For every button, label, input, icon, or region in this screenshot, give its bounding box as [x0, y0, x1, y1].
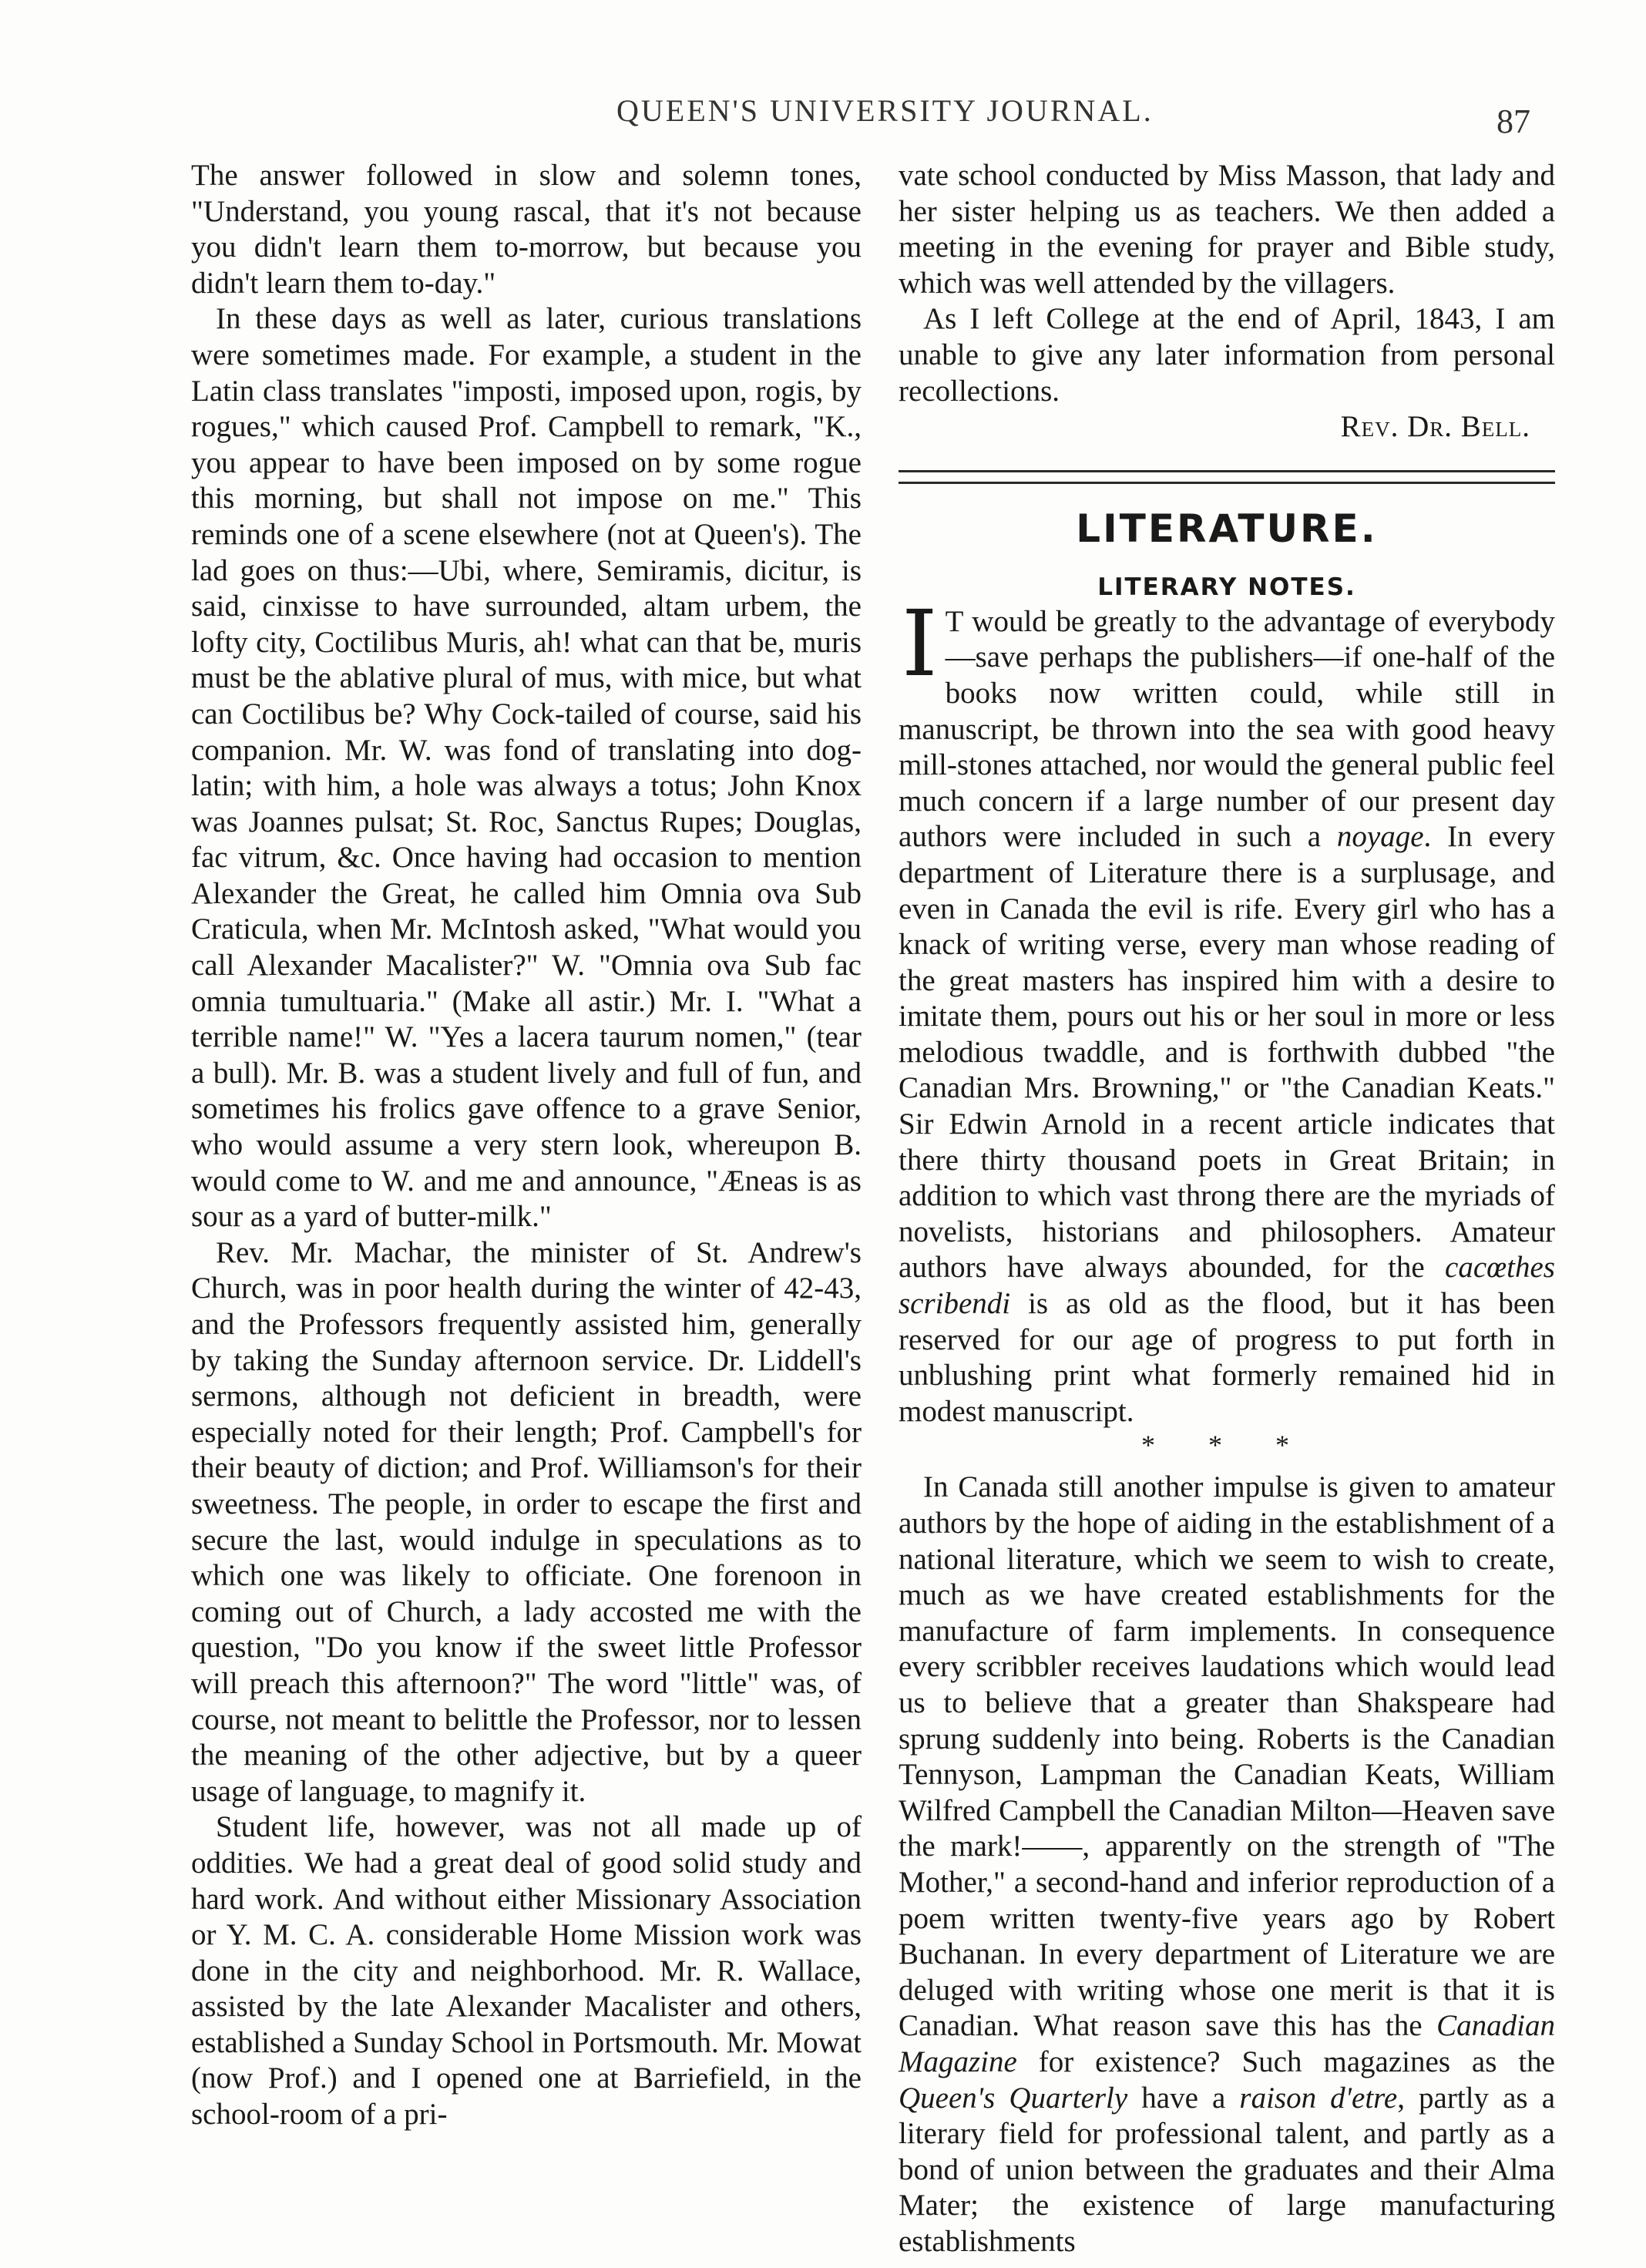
- right-column: [899, 158, 1555, 2260]
- left-column: [191, 158, 862, 2133]
- paragraph: vate school conducted by Miss Masson, that lady and her sister helping us as teachers. We then added a meeting in the evening for prayer and Bible study, which was well attended by the villagers.: [899, 159, 1555, 300]
- paragraph: In these days as well as later, curious translations were sometimes made. For example, a student in the Latin class translates "imposti, imposed upon, rogis, by rogues," which caused Prof. Campbell to remark, "K., you appear to have been imposed on by some rogue this morning, but shall not impose on me." This reminds one of a scene elsewhere (not at Queen's). The lad goes on thus:—Ubi, where, Semiramis, dicitur, is said, cinxisse to have surrounded, altam urbem, the lofty city, Coctilibus Muris, ah! what can that be, muris must be the ablative plural of mus, with mice, but what can Coctilibus be? Why Cock-tailed of course, said his companion. Mr. W. was fond of translating into dog-latin; with him, a hole was always a totus; John Knox was Joannes pulsat; St. Roc, Sanctus Rupes; Douglas, fac vitrum, &c. Once having had occasion to mention Alexander the Great, he called him Omnia ova Sub Craticula, when Mr. McIntosh asked, "What would you call Alexander Macalister?" W. "Omnia ova Sub fac omnia tumultuaria." (Make all astir.) Mr. I. "What a terrible name!" W. "Yes a lacera taurum nomen," (tear a bull). Mr. B. was a student lively and full of fun, and sometimes his frolics gave offence to a grave Senior, who would assume a very stern look, whereupon B. would come to W. and me and announce, "Æneas is as sour as a yard of butter-milk.": [191, 302, 862, 1234]
- subsection-title: LITERARY NOTES.: [1097, 573, 1356, 601]
- paragraph: In Canada still another impulse is given to amateur authors by the hope of aiding in the establishment of a national literature, which we seem to wish to create, much as we have created establishments for the manufacture of farm implements. In consequence every scribbler receives laudations which would lead us to believe that a greater than Shakspeare had sprung suddenly into being. Roberts is the Canadian Tennyson, Lampman the Canadian Keats, William Wilfred Campbell the Canadian Milton—Heaven save the mark!——, apparently on the strength of "The Mother," a second-hand and inferior reproduction of a poem written twenty-five years ago by Robert Buchanan. In every department of Literature we are deluged with writing whose one merit is that it is Canadian. What reason save this has the Canadian Magazine for existence? Such magazines as the Queen's Quarterly have a raison d'etre, partly as a literary field for professional talent, and partly as a bond of union between the graduates and their Alma Mater; the existence of large manufacturing establishments: [899, 1470, 1555, 2258]
- author-signature: Rev. Dr. Bell.: [1340, 410, 1530, 444]
- paragraph: Student life, however, was not all made up of oddities. We had a great deal of good solid study and hard work. And without either Missionary Association or Y. M. C. A. considerable Home Mission work was done in the city and neighborhood. Mr. R. Wallace, assisted by the late Alexander Macalister and others, established a Sunday School in Portsmouth. Mr. Mowat (now Prof.) and I opened one at Barriefield, in the school-room of a pri-: [191, 1810, 862, 2132]
- section-title: LITERATURE.: [1076, 506, 1378, 551]
- paragraph: The answer followed in slow and solemn tones, "Understand, you young rascal, that it's not because you didn't learn them to-morrow, but because you didn't learn them to-day.": [191, 159, 862, 300]
- paragraph: I T would be greatly to the advantage of everybody—save perhaps the publishers—if one-half of the books now written could, while still in manuscript, be thrown into the sea with good heavy mill-stones attached, nor would the general public feel much concern if a large number of our present day authors were included in such a noyage. In every department of Literature there is a surplusage, and even in Canada the evil is rife. Every girl who has a knack of writing verse, every man whose reading of the great masters has inspired him with a desire to imitate them, pours out his or her soul in more or less melodious twaddle, and is forthwith dubbed "the Canadian Mrs. Browning," or "the Canadian Keats." Sir Edwin Arnold in a recent article indicates that there thirty thousand poets in Great Britain; in addition to which vast throng there are the myriads of novelists, historians and philosophers. Amateur authors have always abounded, for the cacœthes scribendi is as old as the flood, but it has been reserved for our age of progress to put forth in unblushing print what formerly remained hid in modest manuscript.: [899, 590, 1555, 1428]
- page-number: 87: [1497, 102, 1530, 140]
- paragraph: Rev. Mr. Machar, the minister of St. Andrew's Church, was in poor health during the winter of 42-43, and the Professors frequently assisted him, generally by taking the Sunday afternoon service. Dr. Liddell's sermons, although not deficient in breadth, were especially noted for their length; Prof. Campbell's for their beauty of diction; and Prof. Williamson's for their sweetness. The people, in order to escape the first and secure the last, would indulge in speculations as to which one was likely to officiate. One forenoon in coming out of Church, a lady accosted me with the question, "Do you know if the sweet little Professor will preach this afternoon?" The word "little" was, of course, not meant to belittle the Professor, nor to lessen the meaning of the other adjective, but by a queer usage of language, to magnify it.: [191, 1235, 862, 1808]
- asterism: * * *: [1141, 1430, 1312, 1461]
- section-divider: [899, 470, 1555, 484]
- paragraph: As I left College at the end of April, 1843, I am unable to give any later information from personal recollections.: [899, 302, 1555, 408]
- running-head: QUEEN'S UNIVERSITY JOURNAL.: [616, 93, 1154, 128]
- drop-cap: I: [902, 590, 938, 697]
